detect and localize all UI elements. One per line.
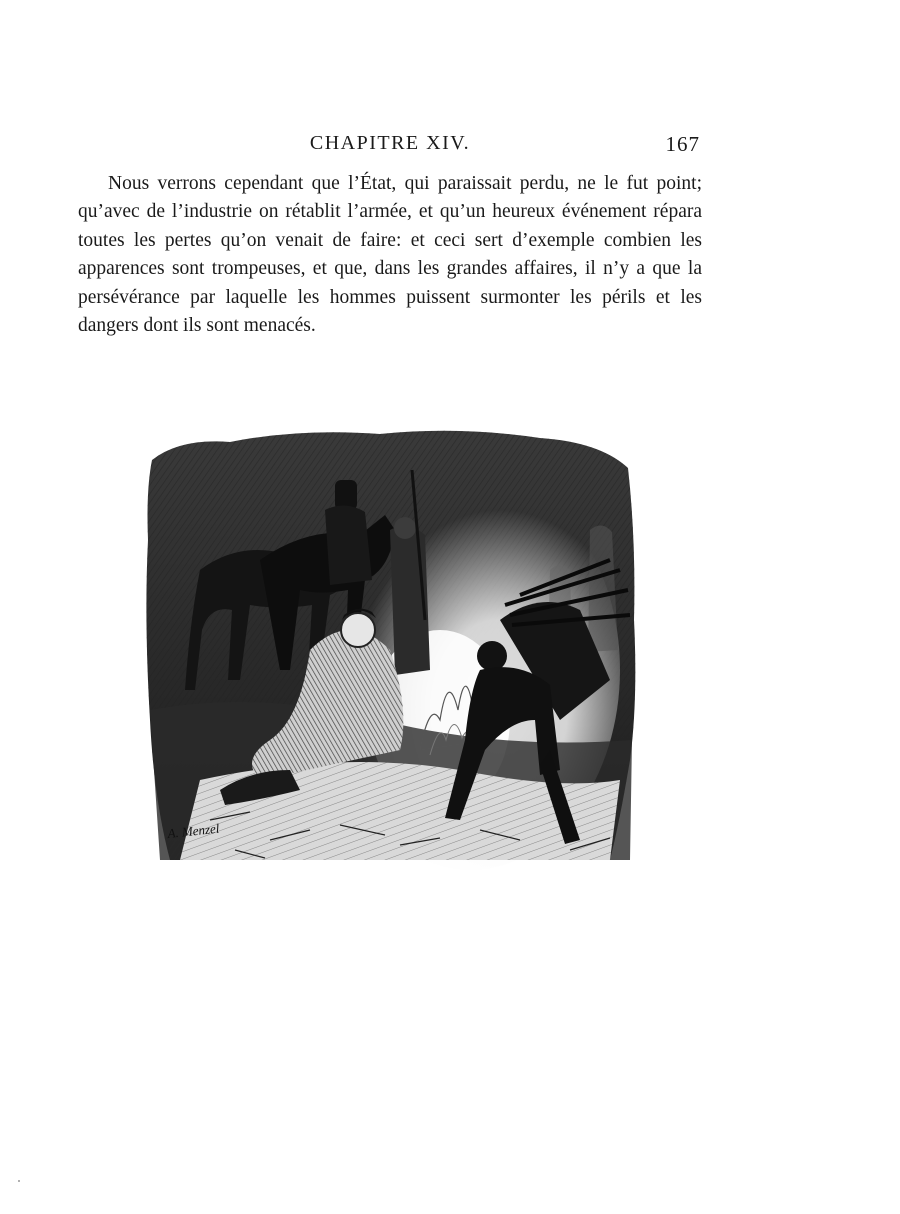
- page-number: 167: [665, 132, 700, 156]
- chapter-title: CHAPITRE XIV.: [309, 132, 471, 154]
- night-camp-engraving: [140, 420, 640, 875]
- running-head: [80, 132, 700, 162]
- engraving-svg: [140, 420, 640, 875]
- paper-speck: [18, 1180, 20, 1182]
- artist-signature: A. Menzel: [166, 820, 221, 841]
- body-paragraph: Nous verrons cependant que l’État, qui paraissait perdu, ne le fut point; qu’avec de l’industrie on rétablit l’armée, et qu’un heureux événement répara toutes les pertes qu’on venait de faire: et ceci sert d’exemple combien les apparences sont trompeuses, et que, dans les grandes affaires, il n’y a que la persévérance par laquelle les hommes puissent surmonter les périls et les dangers dont ils sont menacés.: [78, 173, 702, 337]
